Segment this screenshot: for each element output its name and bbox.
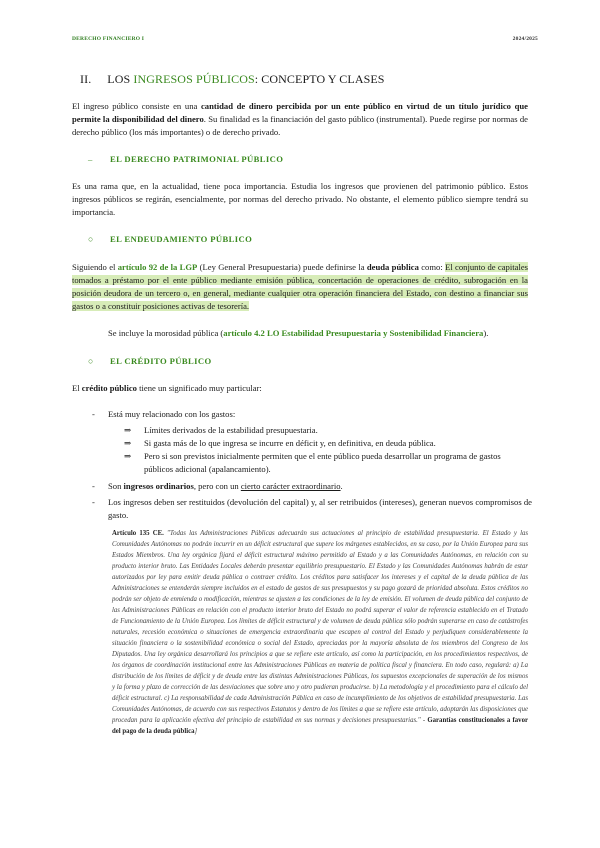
article-92-lgp: artículo 92 de la LGP xyxy=(117,262,198,272)
endeud-text-2: (Ley General Presupuestaria) puede definirse la xyxy=(197,262,367,272)
list-item xyxy=(72,408,532,421)
dash-bullet: - xyxy=(92,409,95,419)
list-item-text: Si gasta más de lo que ingresa se incurre en déficit y, en definitiva, en deuda pública. xyxy=(144,438,436,448)
section-title xyxy=(80,72,385,87)
subsection-endeudamiento-title xyxy=(88,234,252,244)
ord-pre: Son xyxy=(108,481,124,491)
dash-bullet: - xyxy=(92,481,95,491)
section-title-pre: LOS xyxy=(107,72,134,86)
credito-title-text: EL CRÉDITO PÚBLICO xyxy=(110,356,212,366)
quote-body: "Todas las Administraciones Públicas adecuarán sus actuaciones al principio de estabilidad presupuestaria. El Estado y las Comunidades Autónomas no podrán incurrir en un déficit estructural que supere los márgenes establecidos, en su caso, por la Unión Europea para sus Estados Miembros. Una ley orgánica fijará el déficit estructural máximo permitido al Estado y a las Comunidades Autónomas, en relación con su producto interior bruto. Las Entidades Locales deberán presentar equilibrio presupuestario. El Estado y las Comunidades Autónomas habrán de estar autorizados por ley para emitir deuda pública o contraer crédito. Los créditos para satisfacer los intereses y el capital de la deuda pública de las Administraciones se entenderán siempre incluidos en el estado de gastos de sus presupuestos y su pago gozará de prioridad absoluta. Estos créditos no podrán ser objeto de enmienda o modificación, mientras se ajusten a las condiciones de la ley de emisión. El volumen de deuda pública del conjunto de las Administraciones Públicas en relación con el producto interior bruto del Estado no podrá superar el valor de referencia establecido en el Tratado de Funcionamiento de la Unión Europea. Los límites de déficit estructural y de volumen de deuda pública sólo podrán superarse en caso de catástrofes naturales, recesión económica o situaciones de emergencia extraordinaria que escapen al control del Estado y perjudiquen considerablemente la situación financiera o la sostenibilidad económica o social del Estado, apreciadas por la mayoría absoluta de los miembros del Congreso de los Diputados. Una ley orgánica desarrollará los principios a que se refiere este artículo, así como la participación, en los procedimientos respectivos, de los órganos de coordinación institucional entre las Administraciones Públicas en materia de política fiscal y financiera. En todo caso, regulará: a) La distribución de los límites de déficit y de deuda entre las distintas Administraciones Públicas, los supuestos excepcionales de superación de los mismos y la forma y plazo de corrección de las desviaciones que sobre uno y otro pudieran producirse. b) La metodología y el procedimiento para el cálculo del déficit estructural. c) La responsabilidad de cada Administración Pública en caso de incumplimiento de los objetivos de estabilidad presupuestaria. Las Comunidades Autónomas, de acuerdo con sus respectivos Estatutos y dentro de los límites a que se refiere este artículo, adoptarán las disposiciones que procedan para la aplicación efectiva del principio de estabilidad en sus normas y decisiones presupuestarias." - xyxy=(112,530,528,724)
morosidad-post: ). xyxy=(483,328,489,338)
bullet-circle: ○ xyxy=(88,356,94,366)
arrow-icon: ⇒ xyxy=(124,438,132,448)
ingresos-ordinarios-term: ingresos ordinarios xyxy=(123,481,194,491)
patrimonial-paragraph: Es una rama que, en la actualidad, tiene poca importancia. Estudia los ingresos que provienen del patrimonio público. Estos ingresos públicos se regirán, esencialmente, por normas del derecho privado. No obstante, el elemento público siempre tendrá su importancia. xyxy=(72,181,528,217)
list-item xyxy=(72,437,532,450)
arrow-icon: ⇒ xyxy=(124,425,132,435)
list-item xyxy=(72,496,532,522)
morosidad-note xyxy=(108,327,528,340)
quote-tail: Garantías constitucionales a favor del pago de la deuda pública xyxy=(112,717,528,735)
ord-post: . xyxy=(340,481,343,491)
list-item xyxy=(72,480,532,493)
header-course: DERECHO FINANCIERO I xyxy=(72,36,145,42)
subsection-credito-title xyxy=(88,356,212,366)
credito-list xyxy=(72,408,532,522)
header-year: 2024/2025 xyxy=(512,36,538,42)
list-item-text: Pero si son previstos inicialmente permiten que el ente público pueda desarrollar un programa de gastos públicos adicional (apalancamiento). xyxy=(144,451,501,474)
quote-lead: Artículo 135 CE. xyxy=(112,530,164,537)
patrimonial-title-text: EL DERECHO PATRIMONIAL PÚBLICO xyxy=(110,154,284,164)
credito-intro xyxy=(72,382,528,395)
bullet-circle: ○ xyxy=(88,234,94,244)
dash-bullet: - xyxy=(92,497,95,507)
article-135-quote xyxy=(112,528,528,737)
extraordinario-underlined: cierto carácter extraordinario xyxy=(240,481,341,491)
section-number: II. xyxy=(80,72,92,86)
bullet-dash: – xyxy=(88,154,93,164)
intro-text-1: El ingreso público consiste en una xyxy=(72,101,201,111)
endeudamiento-title-text: EL ENDEUDAMIENTO PÚBLICO xyxy=(110,234,253,244)
ord-mid: , pero con un xyxy=(193,481,241,491)
list-item xyxy=(72,450,532,476)
arrow-icon: ⇒ xyxy=(124,451,132,461)
list-item-text: Los ingresos deben ser restituidos (devolución del capital) y, al ser retribuidos (intereses), generan nuevos compromisos de gasto. xyxy=(108,497,532,520)
section-title-post: : CONCEPTO Y CLASES xyxy=(254,72,385,86)
intro-text-2: . Su finalidad es la financiación del gasto público (instrumental). Puede regirse por normas de derecho público (los más importantes) o de derecho privado. xyxy=(72,114,528,137)
intro-paragraph xyxy=(72,100,528,139)
quote-end: ] xyxy=(194,728,198,735)
credito-publico-term: crédito público xyxy=(81,383,137,393)
morosidad-pre: Se incluye la morosidad pública ( xyxy=(108,328,224,338)
deuda-publica-term: deuda pública xyxy=(366,262,419,272)
endeud-text-3: como: xyxy=(418,262,446,272)
section-title-accent: INGRESOS PÚBLICOS xyxy=(133,72,255,86)
list-item-text: Límites derivados de la estabilidad presupuestaria. xyxy=(144,425,318,435)
intro-definition: cantidad de dinero percibida por un ente público en virtud de un título jurídico que permite la disponibilidad del dinero xyxy=(72,101,528,124)
endeud-text-1: Siguiendo el xyxy=(72,262,118,272)
endeudamiento-paragraph xyxy=(72,261,528,313)
lo-estabilidad-reference: artículo 4.2 LO Estabilidad Presupuestaria y Sostenibilidad Financiera xyxy=(223,328,484,338)
deuda-definition-highlight: El conjunto de capitales tomados a préstamo por el ente público mediante emisión pública, concertación de operaciones de crédito, subrogación en la posición deudora de un tercero o, en general, mediante cualquier otra operación financiera del Estado, con destino a financiar sus gastos o a constituir posiciones activas de tesorería. xyxy=(72,262,528,311)
credito-intro-pre: El xyxy=(72,383,82,393)
subsection-patrimonial-title xyxy=(88,154,283,164)
list-item xyxy=(72,424,532,437)
credito-intro-post: tiene un significado muy particular: xyxy=(136,383,262,393)
list-item-text: Está muy relacionado con los gastos: xyxy=(108,409,236,419)
